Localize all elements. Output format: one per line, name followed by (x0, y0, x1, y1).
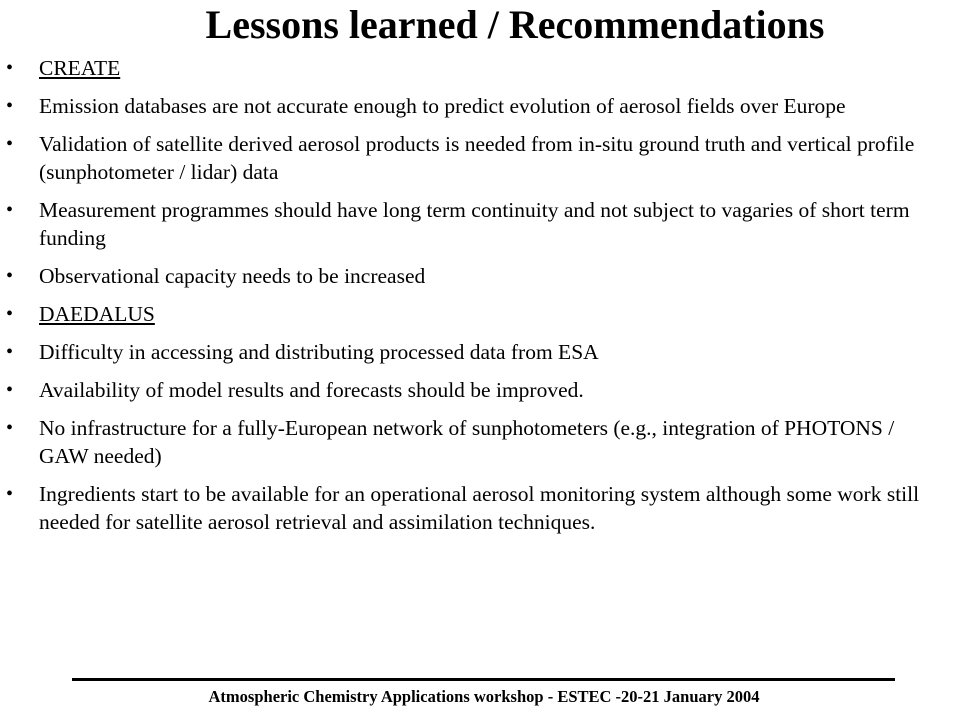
bullet-item (0, 92, 960, 120)
bullet-icon: • (6, 417, 14, 439)
bullet-item (0, 262, 960, 290)
bullet-text: Validation of satellite derived aerosol products is needed from in-situ ground truth and vertical profile (sunphotometer / lidar) data (39, 132, 915, 184)
bullet-item (0, 196, 960, 252)
bullet-item (0, 300, 960, 328)
bullet-icon: • (6, 483, 14, 505)
bullet-icon: • (6, 95, 14, 117)
bullet-item (0, 414, 960, 470)
section-heading-create: CREATE (39, 56, 121, 80)
bullet-text: Emission databases are not accurate enough to predict evolution of aerosol fields over Europe (39, 94, 846, 118)
bullet-item (0, 376, 960, 404)
bullet-text: No infrastructure for a fully-European network of sunphotometers (e.g., integration of PHOTONS / GAW needed) (39, 416, 895, 468)
bullet-icon: • (6, 341, 14, 363)
footer-text: Atmospheric Chemistry Applications workshop - ESTEC -20-21 January 2004 (208, 687, 760, 706)
bullet-item (0, 480, 960, 536)
bullet-icon: • (6, 133, 14, 155)
bullet-text: Availability of model results and forecasts should be improved. (39, 378, 584, 402)
bullet-icon: • (6, 379, 14, 401)
bullet-icon: • (6, 57, 14, 79)
bullet-text: Observational capacity needs to be increased (39, 264, 426, 288)
bullet-text: Difficulty in accessing and distributing processed data from ESA (39, 340, 599, 364)
bullet-item (0, 54, 960, 82)
footer-divider (72, 678, 895, 681)
bullet-list (0, 54, 960, 546)
section-heading-daedalus: DAEDALUS (39, 302, 155, 326)
bullet-item (0, 130, 960, 186)
slide-title: Lessons learned / Recommendations (205, 2, 825, 47)
bullet-item (0, 338, 960, 366)
bullet-text: Ingredients start to be available for an operational aerosol monitoring system although some work still needed for satellite aerosol retrieval and assimilation techniques. (39, 482, 920, 534)
bullet-icon: • (6, 303, 14, 325)
bullet-icon: • (6, 265, 14, 287)
bullet-icon: • (6, 199, 14, 221)
bullet-text: Measurement programmes should have long term continuity and not subject to vagaries of short term funding (39, 198, 910, 250)
